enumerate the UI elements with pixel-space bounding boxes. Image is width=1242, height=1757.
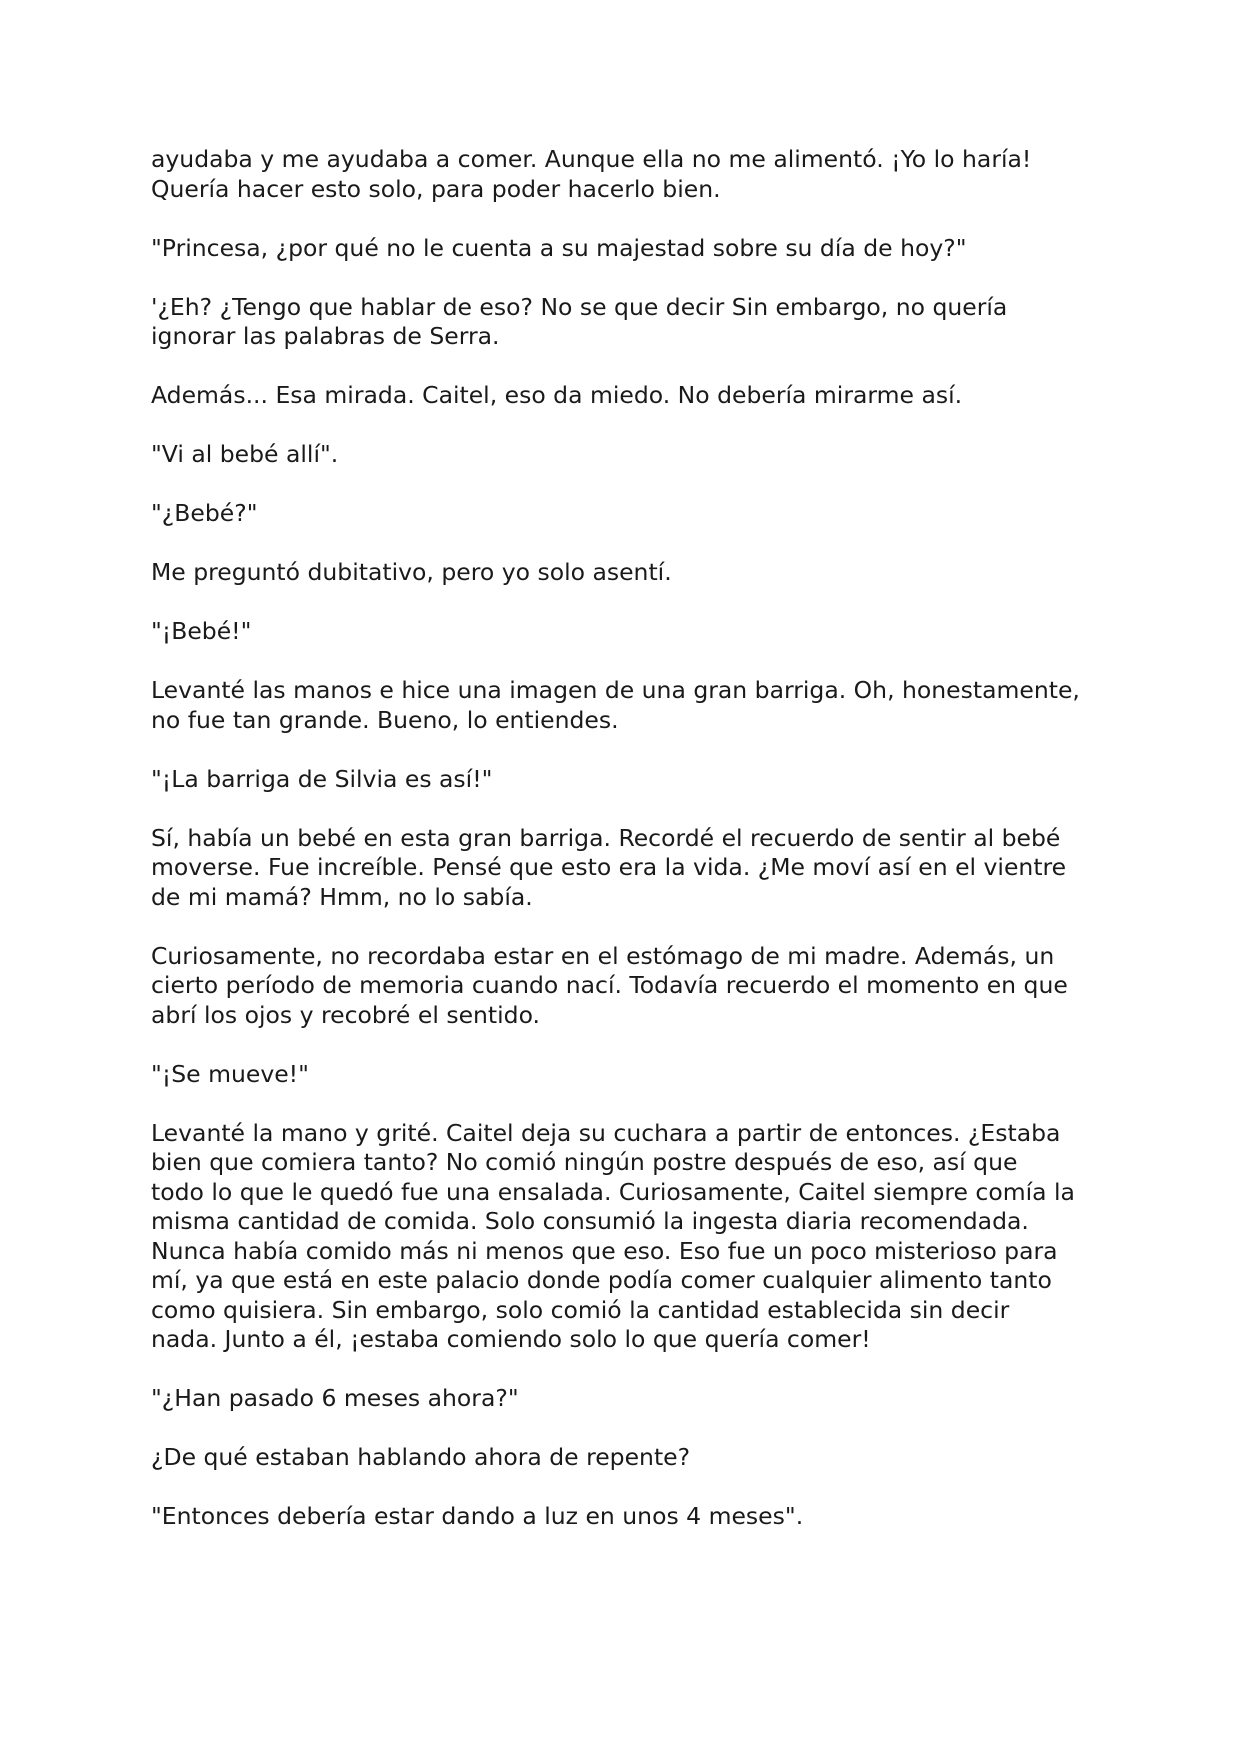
text-line: no fue tan grande. Bueno, lo entiendes. bbox=[151, 705, 619, 734]
paragraph bbox=[151, 765, 1101, 795]
text-line: como quisiera. Sin embargo, solo comió la cantidad establecida sin decir bbox=[151, 1295, 1010, 1324]
document-body bbox=[151, 145, 1101, 1561]
text-line: todo lo que le quedó fue una ensalada. Curiosamente, Caitel siempre comía la bbox=[151, 1177, 1075, 1206]
text-line: "¿Han pasado 6 meses ahora?" bbox=[151, 1384, 519, 1412]
text-line: abrí los ojos y recobré el sentido. bbox=[151, 1000, 541, 1029]
text-line: Levanté las manos e hice una imagen de una gran barriga. Oh, honestamente, bbox=[151, 676, 1080, 704]
text-line: ¿De qué estaban hablando ahora de repente? bbox=[151, 1443, 691, 1471]
paragraph bbox=[151, 617, 1101, 647]
text-line: '¿Eh? ¿Tengo que hablar de eso? No se que decir Sin embargo, no quería bbox=[151, 292, 1008, 321]
paragraph bbox=[151, 1443, 1101, 1473]
text-line: moverse. Fue increíble. Pensé que esto era la vida. ¿Me moví así en el vientre bbox=[151, 853, 1067, 881]
text-line: "¡Se mueve!" bbox=[151, 1059, 309, 1088]
paragraph bbox=[151, 440, 1101, 470]
text-line: Nunca había comido más ni menos que eso. Eso fue un poco misterioso para bbox=[151, 1236, 1058, 1265]
paragraph bbox=[151, 1119, 1101, 1355]
text-line: ignorar las palabras de Serra. bbox=[151, 322, 500, 350]
text-line: "¿Bebé?" bbox=[151, 499, 258, 527]
text-line: Levanté la mano y grité. Caitel deja su cuchara a partir de entonces. ¿Estaba bbox=[151, 1118, 1061, 1147]
text-line: "¡La barriga de Silvia es así!" bbox=[151, 764, 493, 793]
paragraph bbox=[151, 942, 1101, 1031]
paragraph bbox=[151, 499, 1101, 529]
paragraph bbox=[151, 1060, 1101, 1090]
text-line: ayudaba y me ayudaba a comer. Aunque ella no me alimentó. ¡Yo lo haría! bbox=[151, 145, 1032, 173]
text-line: "¡Bebé!" bbox=[151, 617, 252, 645]
text-line: misma cantidad de comida. Solo consumió la ingesta diaria recomendada. bbox=[151, 1207, 1029, 1235]
text-line: Curiosamente, no recordaba estar en el estómago de mi madre. Además, un bbox=[151, 941, 1055, 970]
text-line: mí, ya que está en este palacio donde podía comer cualquier alimento tanto bbox=[151, 1266, 1052, 1294]
text-line: Me preguntó dubitativo, pero yo solo asentí. bbox=[151, 558, 672, 586]
text-line: "Princesa, ¿por qué no le cuenta a su majestad sobre su día de hoy?" bbox=[151, 233, 967, 262]
text-line: Quería hacer esto solo, para poder hacerlo bien. bbox=[151, 174, 721, 203]
paragraph bbox=[151, 1384, 1101, 1414]
paragraph bbox=[151, 558, 1101, 588]
text-line: nada. Junto a él, ¡estaba comiendo solo lo que quería comer! bbox=[151, 1325, 871, 1353]
paragraph bbox=[151, 145, 1101, 204]
paragraph bbox=[151, 381, 1101, 411]
text-line: de mi mamá? Hmm, no lo sabía. bbox=[151, 882, 533, 911]
text-line: bien que comiera tanto? No comió ningún postre después de eso, así que bbox=[151, 1148, 1018, 1176]
text-line: "Entonces debería estar dando a luz en unos 4 meses". bbox=[151, 1502, 804, 1530]
paragraph bbox=[151, 676, 1101, 735]
text-line: Sí, había un bebé en esta gran barriga. Recordé el recuerdo de sentir al bebé bbox=[151, 823, 1061, 852]
text-line: "Vi al bebé allí". bbox=[151, 440, 339, 468]
text-line: Además... Esa mirada. Caitel, eso da miedo. No debería mirarme así. bbox=[151, 381, 963, 409]
paragraph bbox=[151, 293, 1101, 352]
paragraph bbox=[151, 234, 1101, 264]
paragraph bbox=[151, 1502, 1101, 1532]
paragraph bbox=[151, 824, 1101, 913]
text-line: cierto período de memoria cuando nací. Todavía recuerdo el momento en que bbox=[151, 971, 1068, 999]
